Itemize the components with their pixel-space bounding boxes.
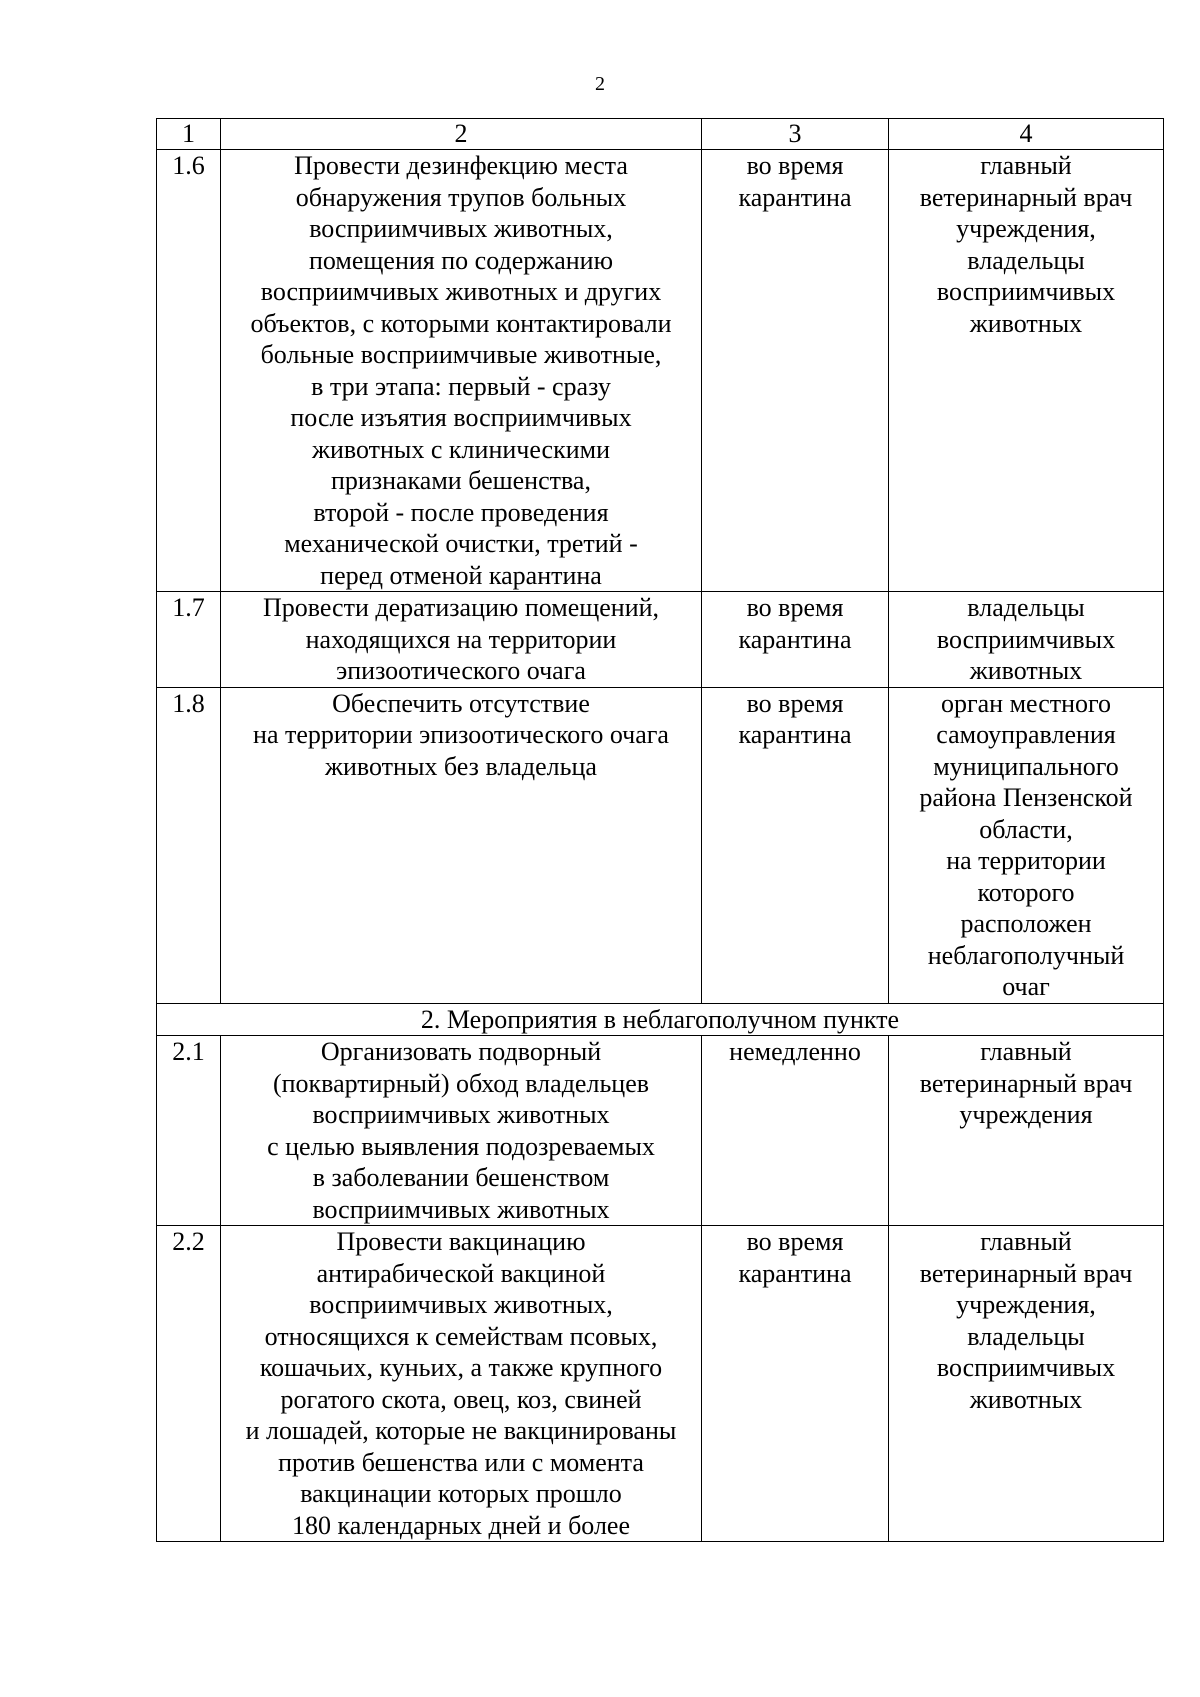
measure-text: Провести вакцинацию антирабической вакциной восприимчивых животных, относящихся к семействам псовых, кошачьих, куньих, а также крупного рогатого скота, овец, коз, свиней и лошадей, которые не вакцинированы против бешенства или с момента вакцинации которых прошло 180 календарных дней и более xyxy=(221,1226,702,1542)
measure-responsible: главный ветеринарный врач учреждения, владельцы восприимчивых животных xyxy=(889,1226,1164,1542)
measure-responsible: орган местного самоуправления муниципального района Пензенской области, на территории которого расположен неблагополучный очаг xyxy=(889,687,1164,1003)
measure-term: во время карантина xyxy=(702,150,889,592)
row-number: 2.1 xyxy=(157,1036,221,1226)
page-number: 2 xyxy=(595,73,605,95)
table-row xyxy=(157,150,1164,592)
measures-table xyxy=(156,118,1164,1542)
measure-text: Обеспечить отсутствие на территории эпизоотического очага животных без владельца xyxy=(221,687,702,1003)
measure-text: Провести дезинфекцию места обнаружения трупов больных восприимчивых животных, помещения по содержанию восприимчивых животных и других объектов, с которыми контактировали больные восприимчивые животные, в три этапа: первый - сразу после изъятия восприимчивых животных с клиническими признаками бешенства, второй - после проведения механической очистки, третий - перед отменой карантина xyxy=(221,150,702,592)
measure-term: во время карантина xyxy=(702,687,889,1003)
table-row xyxy=(157,1226,1164,1542)
measure-text: Провести дератизацию помещений, находящихся на территории эпизоотического очага xyxy=(221,592,702,688)
row-number: 1.7 xyxy=(157,592,221,688)
table-row xyxy=(157,1036,1164,1226)
column-number-2: 2 xyxy=(221,119,702,150)
row-number: 2.2 xyxy=(157,1226,221,1542)
measure-term: немедленно xyxy=(702,1036,889,1226)
table-row xyxy=(157,687,1164,1003)
section-heading: 2. Мероприятия в неблагополучном пункте xyxy=(157,1003,1164,1036)
table-header-row xyxy=(157,119,1164,150)
section-heading-row xyxy=(157,1003,1164,1036)
table-row xyxy=(157,592,1164,688)
measure-term: во время карантина xyxy=(702,592,889,688)
column-number-1: 1 xyxy=(157,119,221,150)
row-number: 1.6 xyxy=(157,150,221,592)
column-number-3: 3 xyxy=(702,119,889,150)
row-number: 1.8 xyxy=(157,687,221,1003)
measure-text: Организовать подворный (поквартирный) обход владельцев восприимчивых животных с целью выявления подозреваемых в заболевании бешенством восприимчивых животных xyxy=(221,1036,702,1226)
measure-responsible: главный ветеринарный врач учреждения xyxy=(889,1036,1164,1226)
measure-responsible: владельцы восприимчивых животных xyxy=(889,592,1164,688)
measure-term: во время карантина xyxy=(702,1226,889,1542)
measure-responsible: главный ветеринарный врач учреждения, владельцы восприимчивых животных xyxy=(889,150,1164,592)
column-number-4: 4 xyxy=(889,119,1164,150)
